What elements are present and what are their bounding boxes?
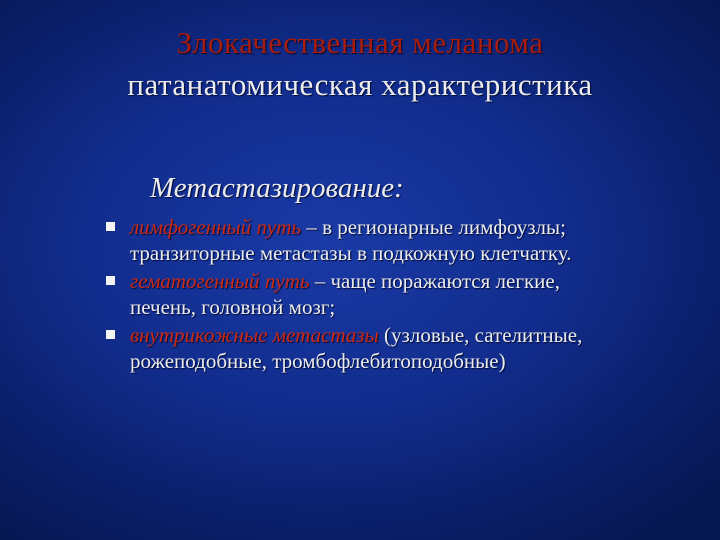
bullet-term: внутрикожные метастазы [130, 323, 379, 347]
title-line-2: патанатомическая характеристика [127, 67, 593, 102]
title-line-1: Злокачественная меланома [176, 25, 544, 60]
bullet-text: – чаще поражаются легкие, печень, головной мозг; [130, 269, 560, 319]
square-bullet-icon [106, 222, 115, 231]
list-item [106, 322, 606, 374]
bullet-term: гематогенный путь [130, 269, 310, 293]
slide-title [0, 22, 720, 106]
bullet-text: (узловые, сателитные, рожеподобные, тромбофлебитоподобные) [130, 323, 583, 373]
list-item [106, 268, 606, 320]
section-heading: Метастазирование: [150, 172, 404, 204]
list-item [106, 214, 606, 266]
square-bullet-icon [106, 330, 115, 339]
square-bullet-icon [106, 276, 115, 285]
bullet-list [106, 214, 606, 376]
bullet-term: лимфогенный путь [130, 215, 302, 239]
bullet-text: – в регионарные лимфоузлы; транзиторные метастазы в подкожную клетчатку. [130, 215, 572, 265]
